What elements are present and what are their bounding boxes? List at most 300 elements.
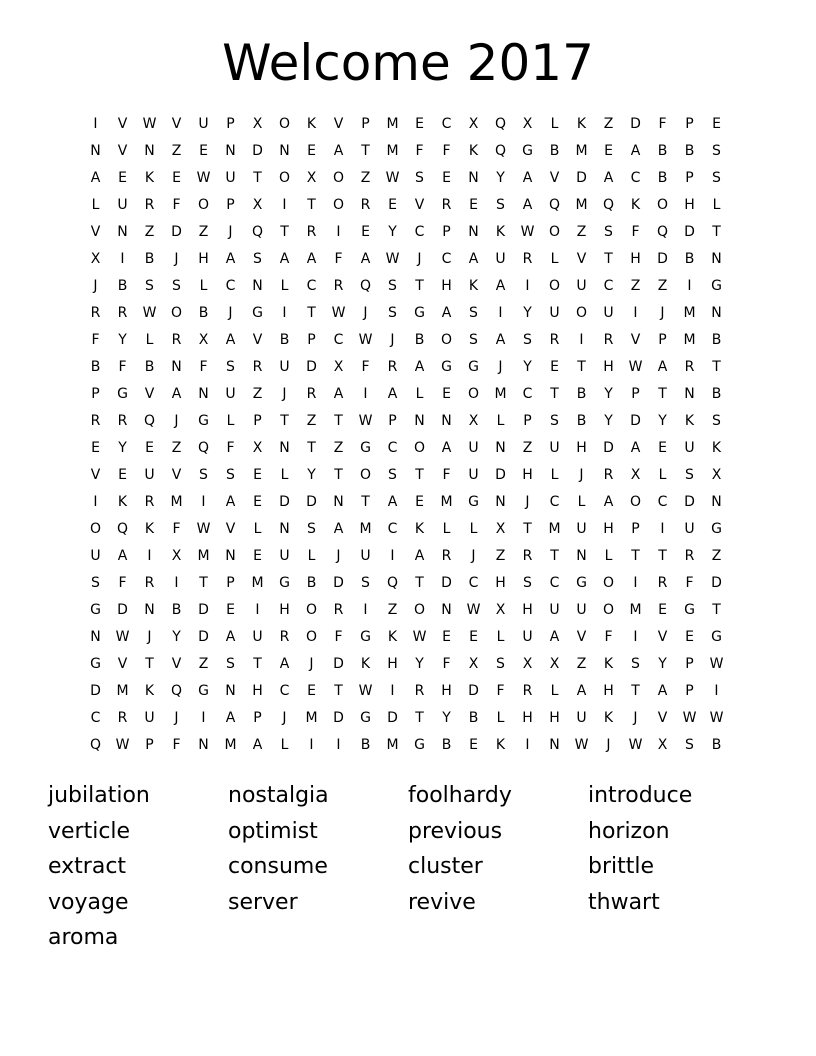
grid-letter: V — [576, 629, 587, 645]
grid-letter: N — [441, 602, 452, 618]
grid-letter: D — [630, 413, 641, 429]
grid-letter: O — [332, 197, 345, 213]
grid-letter: Z — [711, 548, 722, 564]
grid-letter: T — [307, 440, 316, 456]
grid-letter: T — [658, 548, 667, 564]
grid-letter: W — [142, 116, 157, 132]
word-list-item: foolhardy — [408, 783, 512, 808]
grid-letter: B — [684, 251, 695, 267]
grid-letter: G — [468, 494, 479, 510]
grid-letter: A — [414, 548, 425, 564]
grid-letter: F — [415, 143, 424, 159]
grid-letter: Z — [630, 278, 641, 294]
grid-letter: V — [171, 467, 182, 483]
grid-letter: U — [603, 305, 614, 321]
grid-letter: G — [360, 710, 371, 726]
grid-letter: D — [198, 602, 209, 618]
grid-letter: E — [91, 440, 100, 456]
grid-letter: R — [522, 548, 533, 564]
grid-letter: I — [633, 305, 638, 321]
grid-letter: M — [548, 521, 561, 537]
grid-letter: X — [630, 467, 641, 483]
grid-letter: O — [629, 494, 642, 510]
grid-letter: N — [468, 170, 479, 186]
grid-letter: R — [333, 278, 344, 294]
grid-letter: U — [360, 548, 371, 564]
grid-letter: J — [174, 710, 179, 726]
grid-letter: F — [361, 359, 370, 375]
grid-row — [82, 597, 730, 624]
grid-letter: L — [442, 521, 451, 537]
grid-letter: T — [658, 386, 667, 402]
grid-letter: Y — [118, 440, 127, 456]
grid-letter: F — [604, 629, 613, 645]
grid-letter: N — [171, 359, 182, 375]
grid-letter: E — [118, 467, 127, 483]
grid-letter: Q — [548, 197, 561, 213]
grid-letter: H — [576, 440, 587, 456]
grid-letter: Q — [251, 224, 264, 240]
grid-letter: S — [469, 332, 478, 348]
grid-letter: I — [120, 251, 125, 267]
grid-letter: Z — [171, 440, 182, 456]
grid-letter: R — [279, 629, 290, 645]
grid-letter: N — [198, 737, 209, 753]
grid-letter: G — [90, 656, 101, 672]
grid-letter: A — [630, 440, 641, 456]
grid-letter: H — [630, 251, 641, 267]
grid-letter: T — [604, 251, 613, 267]
word-list-item: brittle — [588, 854, 655, 879]
grid-letter: I — [282, 305, 287, 321]
grid-letter: O — [413, 440, 426, 456]
grid-letter: J — [660, 305, 665, 321]
grid-letter: T — [334, 413, 343, 429]
grid-letter: U — [117, 197, 128, 213]
grid-letter: F — [91, 332, 100, 348]
grid-letter: V — [549, 170, 560, 186]
grid-letter: R — [684, 548, 695, 564]
grid-letter: A — [90, 170, 101, 186]
grid-letter: F — [685, 575, 694, 591]
grid-letter: N — [279, 440, 290, 456]
grid-row — [82, 408, 730, 435]
grid-letter: G — [360, 629, 371, 645]
grid-letter: C — [225, 278, 236, 294]
grid-row — [82, 462, 730, 489]
grid-letter: E — [658, 440, 667, 456]
grid-letter: P — [307, 332, 316, 348]
grid-letter: T — [415, 467, 424, 483]
grid-letter: C — [441, 251, 452, 267]
grid-letter: W — [628, 737, 643, 753]
grid-letter: G — [576, 575, 587, 591]
grid-letter: V — [117, 116, 128, 132]
word-list-item: jubilation — [48, 783, 150, 808]
grid-letter: T — [361, 143, 370, 159]
grid-letter: V — [225, 521, 236, 537]
grid-letter: L — [550, 467, 559, 483]
grid-letter: D — [279, 494, 290, 510]
grid-row — [82, 165, 730, 192]
grid-letter: I — [390, 548, 395, 564]
grid-letter: R — [441, 548, 452, 564]
grid-letter: U — [495, 251, 506, 267]
grid-letter: K — [630, 197, 641, 213]
grid-letter: O — [305, 629, 318, 645]
grid-letter: L — [550, 683, 559, 699]
grid-letter: B — [657, 170, 668, 186]
grid-letter: I — [579, 332, 584, 348]
grid-letter: I — [336, 224, 341, 240]
grid-letter: U — [144, 710, 155, 726]
grid-letter: M — [386, 143, 399, 159]
grid-letter: A — [387, 386, 398, 402]
grid-letter: J — [93, 278, 98, 294]
grid-letter: N — [198, 386, 209, 402]
grid-letter: W — [142, 305, 157, 321]
grid-letter: W — [520, 224, 535, 240]
grid-letter: K — [414, 521, 425, 537]
grid-letter: C — [441, 116, 452, 132]
grid-letter: D — [306, 359, 317, 375]
grid-letter: L — [415, 386, 424, 402]
grid-letter: H — [684, 197, 695, 213]
grid-letter: Z — [198, 656, 209, 672]
grid-row — [82, 273, 730, 300]
grid-letter: O — [89, 521, 102, 537]
grid-letter: N — [711, 305, 722, 321]
grid-letter: D — [603, 440, 614, 456]
grid-letter: T — [712, 359, 721, 375]
grid-letter: E — [388, 197, 397, 213]
grid-letter: Z — [198, 224, 209, 240]
grid-letter: N — [684, 386, 695, 402]
grid-letter: A — [657, 359, 668, 375]
grid-letter: Q — [116, 521, 129, 537]
grid-letter: A — [657, 683, 668, 699]
grid-letter: X — [252, 197, 263, 213]
grid-letter: D — [306, 494, 317, 510]
grid-letter: H — [522, 467, 533, 483]
grid-letter: L — [496, 629, 505, 645]
grid-letter: L — [226, 413, 235, 429]
grid-letter: I — [525, 737, 530, 753]
grid-letter: R — [522, 683, 533, 699]
grid-row — [82, 327, 730, 354]
grid-letter: Z — [144, 224, 155, 240]
grid-letter: S — [91, 575, 100, 591]
grid-letter: A — [117, 548, 128, 564]
grid-letter: R — [333, 602, 344, 618]
grid-letter: U — [198, 116, 209, 132]
grid-row — [82, 354, 730, 381]
grid-row — [82, 435, 730, 462]
grid-letter: Y — [388, 224, 397, 240]
grid-letter: R — [603, 332, 614, 348]
grid-letter: Y — [604, 413, 613, 429]
grid-letter: H — [441, 278, 452, 294]
grid-letter: A — [522, 170, 533, 186]
grid-letter: L — [280, 737, 289, 753]
grid-letter: J — [174, 413, 179, 429]
grid-letter: X — [468, 116, 479, 132]
grid-letter: B — [360, 737, 371, 753]
grid-row — [82, 624, 730, 651]
grid-letter: K — [684, 413, 695, 429]
grid-letter: N — [441, 413, 452, 429]
grid-letter: Q — [170, 683, 183, 699]
grid-row — [82, 111, 730, 138]
grid-letter: Q — [494, 116, 507, 132]
grid-letter: F — [442, 143, 451, 159]
grid-letter: K — [387, 629, 398, 645]
grid-letter: C — [522, 386, 533, 402]
grid-letter: P — [685, 170, 694, 186]
grid-letter: G — [252, 305, 263, 321]
grid-letter: I — [147, 548, 152, 564]
grid-letter: Z — [360, 170, 371, 186]
grid-letter: Z — [333, 440, 344, 456]
grid-letter: X — [252, 116, 263, 132]
grid-letter: Q — [656, 224, 669, 240]
grid-letter: W — [628, 359, 643, 375]
grid-letter: A — [441, 440, 452, 456]
grid-letter: S — [712, 413, 721, 429]
grid-letter: V — [171, 116, 182, 132]
grid-letter: H — [522, 710, 533, 726]
grid-letter: K — [495, 224, 506, 240]
grid-letter: C — [603, 278, 614, 294]
grid-letter: T — [199, 575, 208, 591]
grid-letter: L — [253, 521, 262, 537]
grid-letter: I — [363, 602, 368, 618]
grid-letter: I — [201, 494, 206, 510]
grid-letter: I — [336, 737, 341, 753]
word-list-item: revive — [408, 889, 476, 915]
grid-letter: D — [117, 602, 128, 618]
grid-letter: A — [441, 305, 452, 321]
grid-letter: F — [172, 521, 181, 537]
grid-letter: L — [199, 278, 208, 294]
grid-letter: W — [358, 683, 373, 699]
grid-letter: O — [278, 116, 291, 132]
grid-letter: E — [469, 629, 478, 645]
grid-letter: R — [117, 305, 128, 321]
grid-letter: V — [117, 143, 128, 159]
grid-letter: D — [333, 710, 344, 726]
grid-letter: E — [118, 170, 127, 186]
grid-letter: O — [278, 170, 291, 186]
grid-letter: D — [711, 575, 722, 591]
grid-letter: H — [387, 656, 398, 672]
grid-letter: W — [466, 602, 481, 618]
grid-letter: M — [494, 386, 507, 402]
word-list-item: cluster — [408, 854, 483, 879]
grid-letter: U — [549, 440, 560, 456]
grid-letter: W — [196, 521, 211, 537]
grid-letter: C — [333, 332, 344, 348]
grid-letter: M — [251, 575, 264, 591]
grid-letter: P — [631, 386, 640, 402]
grid-letter: D — [630, 116, 641, 132]
grid-letter: I — [390, 683, 395, 699]
grid-row — [82, 219, 730, 246]
grid-letter: R — [306, 386, 317, 402]
grid-letter: O — [305, 602, 318, 618]
grid-letter: T — [550, 548, 559, 564]
grid-letter: D — [468, 683, 479, 699]
grid-letter: U — [468, 440, 479, 456]
grid-letter: C — [387, 521, 398, 537]
grid-letter: J — [471, 548, 476, 564]
grid-letter: S — [226, 467, 235, 483]
grid-letter: R — [252, 359, 263, 375]
grid-letter: S — [253, 251, 262, 267]
grid-row — [82, 381, 730, 408]
grid-letter: R — [684, 359, 695, 375]
grid-letter: S — [523, 575, 532, 591]
grid-letter: A — [225, 494, 236, 510]
grid-letter: Q — [359, 278, 372, 294]
grid-letter: N — [225, 143, 236, 159]
grid-letter: V — [144, 386, 155, 402]
grid-letter: P — [226, 197, 235, 213]
word-list-item: horizon — [588, 818, 670, 844]
grid-letter: X — [549, 656, 560, 672]
grid-letter: N — [711, 251, 722, 267]
grid-letter: T — [712, 224, 721, 240]
grid-letter: A — [495, 332, 506, 348]
grid-letter: N — [414, 413, 425, 429]
grid-letter: K — [117, 494, 128, 510]
grid-letter: X — [171, 548, 182, 564]
grid-letter: S — [226, 656, 235, 672]
grid-letter: P — [685, 683, 694, 699]
grid-letter: Q — [386, 575, 399, 591]
grid-letter: Y — [523, 305, 532, 321]
grid-letter: A — [603, 170, 614, 186]
grid-letter: T — [550, 386, 559, 402]
grid-letter: B — [468, 710, 479, 726]
grid-letter: U — [468, 467, 479, 483]
grid-row — [82, 489, 730, 516]
grid-letter: P — [145, 737, 154, 753]
grid-letter: A — [630, 143, 641, 159]
grid-letter: R — [522, 251, 533, 267]
grid-letter: B — [684, 143, 695, 159]
grid-letter: S — [550, 413, 559, 429]
grid-letter: S — [469, 305, 478, 321]
grid-letter: P — [226, 116, 235, 132]
grid-letter: I — [714, 683, 719, 699]
grid-letter: T — [334, 683, 343, 699]
grid-letter: L — [550, 116, 559, 132]
grid-letter: U — [252, 629, 263, 645]
grid-letter: R — [90, 413, 101, 429]
grid-letter: H — [603, 683, 614, 699]
grid-letter: H — [522, 602, 533, 618]
grid-letter: R — [414, 683, 425, 699]
grid-letter: I — [498, 305, 503, 321]
grid-letter: O — [197, 197, 210, 213]
grid-letter: S — [415, 170, 424, 186]
grid-letter: L — [280, 278, 289, 294]
grid-letter: M — [386, 737, 399, 753]
grid-letter: Q — [89, 737, 102, 753]
grid-row — [82, 543, 730, 570]
grid-letter: N — [225, 548, 236, 564]
grid-letter: A — [333, 386, 344, 402]
grid-letter: J — [390, 332, 395, 348]
grid-letter: Z — [603, 116, 614, 132]
grid-letter: A — [549, 629, 560, 645]
grid-letter: E — [307, 683, 316, 699]
grid-letter: X — [495, 602, 506, 618]
grid-letter: B — [117, 278, 128, 294]
grid-letter: T — [253, 656, 262, 672]
grid-letter: T — [361, 494, 370, 510]
grid-letter: V — [117, 656, 128, 672]
grid-letter: U — [576, 278, 587, 294]
grid-letter: J — [606, 737, 611, 753]
grid-letter: X — [252, 440, 263, 456]
grid-letter: N — [252, 278, 263, 294]
grid-letter: I — [201, 710, 206, 726]
grid-letter: A — [387, 494, 398, 510]
grid-letter: S — [631, 656, 640, 672]
grid-letter: S — [361, 575, 370, 591]
grid-letter: V — [657, 710, 668, 726]
grid-letter: G — [117, 386, 128, 402]
grid-letter: G — [198, 413, 209, 429]
grid-letter: M — [386, 116, 399, 132]
grid-letter: P — [388, 413, 397, 429]
grid-letter: O — [602, 602, 615, 618]
grid-letter: V — [657, 629, 668, 645]
grid-letter: L — [604, 548, 613, 564]
grid-letter: A — [252, 737, 263, 753]
grid-letter: L — [658, 467, 667, 483]
grid-letter: P — [658, 332, 667, 348]
grid-letter: U — [549, 602, 560, 618]
grid-letter: E — [469, 737, 478, 753]
grid-letter: L — [280, 467, 289, 483]
grid-letter: Y — [415, 656, 424, 672]
grid-letter: W — [385, 170, 400, 186]
grid-letter: J — [579, 467, 584, 483]
grid-letter: S — [388, 278, 397, 294]
grid-letter: L — [91, 197, 100, 213]
word-list — [48, 778, 768, 956]
word-list-item: nostalgia — [228, 783, 329, 808]
grid-letter: M — [305, 710, 318, 726]
grid-letter: T — [415, 710, 424, 726]
grid-letter: L — [712, 197, 721, 213]
grid-letter: I — [255, 602, 260, 618]
grid-letter: S — [388, 305, 397, 321]
grid-letter: E — [253, 467, 262, 483]
grid-letter: F — [334, 251, 343, 267]
grid-letter: X — [90, 251, 101, 267]
grid-letter: M — [683, 305, 696, 321]
grid-letter: F — [442, 656, 451, 672]
grid-letter: D — [90, 683, 101, 699]
grid-letter: D — [333, 656, 344, 672]
grid-letter: B — [711, 386, 722, 402]
grid-letter: T — [280, 413, 289, 429]
grid-letter: I — [282, 197, 287, 213]
